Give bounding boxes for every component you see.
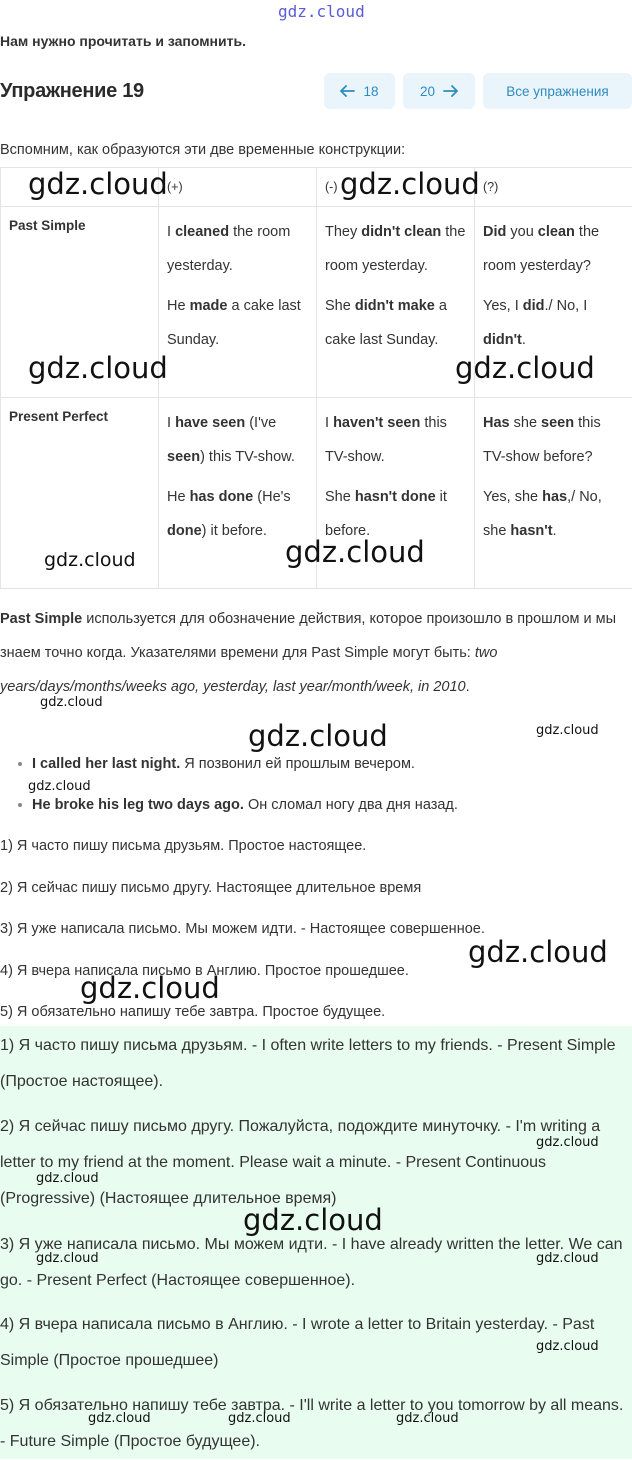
intro-text: Нам нужно прочитать и запомнить.	[0, 33, 246, 49]
cell-text: .	[553, 523, 557, 539]
cell-text: I	[167, 415, 175, 431]
example-english: I called her last night.	[32, 756, 180, 772]
row-label: Present Perfect	[1, 398, 159, 589]
recall-text: Вспомним, как образуются эти две временные конструкции:	[0, 142, 405, 158]
cell-text: you	[506, 224, 537, 240]
paragraph-term: Past Simple	[0, 611, 82, 627]
example-russian: Он сломал ногу два дня назад.	[244, 797, 458, 813]
watermark: gdz.cloud	[468, 935, 608, 969]
table-cell	[159, 207, 317, 398]
watermark-top: gdz.cloud	[278, 2, 365, 21]
cell-text: Yes, I	[483, 298, 523, 314]
cell-text: she	[510, 415, 541, 431]
watermark: gdz.cloud	[396, 1411, 459, 1426]
watermark: gdz.cloud	[536, 1339, 599, 1354]
table-cell	[475, 398, 632, 589]
watermark: gdz.cloud	[228, 1411, 291, 1426]
keyword: done	[167, 523, 202, 539]
cell-text: ./ No, I	[545, 298, 588, 314]
keyword: didn't	[483, 332, 522, 348]
cell-text: (I've	[245, 415, 276, 431]
past-simple-paragraph	[0, 602, 630, 704]
keyword: has	[542, 489, 567, 505]
table-cell	[317, 207, 475, 398]
paragraph-text: используется для обозначение действия, которое произошло в прошлом и мы знаем точно когда. Указателями времени для Past Simple могут быть:	[0, 611, 616, 661]
cell-text: I	[167, 224, 175, 240]
keyword: hasn't done	[355, 489, 436, 505]
cell-text: the room yesterday.	[325, 224, 465, 274]
watermark: gdz.cloud	[28, 167, 168, 201]
watermark: gdz.cloud	[340, 167, 480, 201]
watermark: gdz.cloud	[248, 719, 388, 753]
cell-text: He	[167, 489, 190, 505]
watermark: gdz.cloud	[28, 779, 91, 794]
cell-text: Yes, she	[483, 489, 542, 505]
keyword: did	[523, 298, 545, 314]
keyword: Has	[483, 415, 510, 431]
keyword: haven't seen	[333, 415, 420, 431]
cell-text: They	[325, 224, 361, 240]
cell-text: ,/ No, she	[483, 489, 602, 539]
cell-text: a cake last Sunday.	[325, 298, 447, 348]
cell-text: .	[522, 332, 526, 348]
list-item	[32, 748, 458, 789]
list-item	[32, 789, 458, 830]
cell-text: She	[325, 489, 355, 505]
task-item: 3) Я уже написала письмо. Мы можем идти. - Настоящее совершенное.	[0, 913, 485, 955]
watermark: gdz.cloud	[536, 723, 599, 738]
cell-text: this TV-show before?	[483, 415, 601, 465]
watermark: gdz.cloud	[44, 549, 136, 571]
table-header-cell: (+)	[159, 168, 317, 207]
keyword: didn't clean	[361, 224, 441, 240]
cell-text: He	[167, 298, 190, 314]
keyword: have seen	[175, 415, 245, 431]
cell-text: a cake last Sunday.	[167, 298, 301, 348]
watermark: gdz.cloud	[536, 1135, 599, 1150]
paragraph-end: .	[466, 679, 470, 695]
watermark: gdz.cloud	[285, 535, 425, 569]
answer-item: 4) Я вчера написала письмо в Англию. - I wrote a letter to Britain yesterday. - Past Simple (Простое прошедшее)	[0, 1307, 632, 1379]
keyword: made	[190, 298, 228, 314]
watermark: gdz.cloud	[536, 1251, 599, 1266]
keyword: cleaned	[175, 224, 229, 240]
answer-item: 2) Я сейчас пишу письмо другу. Пожалуйста, подождите минуточку. - I'm writing a letter to my friend at the moment. Please wait a minute. - Present Continuous (Progressive) (Настоящее длительное время)	[0, 1109, 632, 1217]
keyword: seen	[541, 415, 574, 431]
keyword: hasn't	[510, 523, 552, 539]
cell-text: ) this TV-show.	[200, 449, 295, 465]
table-header-cell: (?)	[475, 168, 632, 207]
watermark: gdz.cloud	[28, 351, 168, 385]
cell-text: the room yesterday.	[167, 224, 290, 274]
keyword: Did	[483, 224, 506, 240]
cell-text: She	[325, 298, 355, 314]
watermark: gdz.cloud	[40, 695, 103, 710]
time-markers: two years/days/months/weeks ago, yesterday, last year/month/week, in 2010	[0, 645, 497, 695]
all-exercises-label: Все упражнения	[506, 84, 608, 99]
answer-block	[0, 1026, 632, 1459]
cell-text: the room yesterday?	[483, 224, 599, 274]
watermark: gdz.cloud	[36, 1171, 99, 1186]
cell-text: it before.	[325, 489, 447, 539]
answer-item: 3) Я уже написала письмо. Мы можем идти. - I have already written the letter. We can go. - Present Perfect (Настоящее совершенное).	[0, 1227, 632, 1299]
arrow-left-icon	[340, 85, 355, 97]
task-item: 5) Я обязательно напишу тебе завтра. Простое будущее.	[0, 996, 485, 1038]
all-exercises-button[interactable]	[483, 73, 632, 109]
task-list	[0, 830, 485, 1038]
keyword: has done	[190, 489, 254, 505]
task-item: 4) Я вчера написала письмо в Англию. Простое прошедшее.	[0, 955, 485, 997]
prev-exercise-button[interactable]	[324, 73, 395, 109]
table-header-cell: (-)	[317, 168, 475, 207]
cell-text: I	[325, 415, 333, 431]
arrow-right-icon	[443, 85, 458, 97]
exercise-title: Упражнение 19	[0, 80, 144, 103]
keyword: didn't make	[355, 298, 435, 314]
answer-item: 1) Я часто пишу письма друзьям. - I often write letters to my friends. - Present Simple (Простое настоящее).	[0, 1028, 632, 1100]
watermark: gdz.cloud	[243, 1203, 383, 1237]
task-item: 2) Я сейчас пишу письмо другу. Настоящее длительное время	[0, 872, 485, 914]
task-item: 1) Я часто пишу письма друзьям. Простое настоящее.	[0, 830, 485, 872]
row-label: Past Simple	[1, 207, 159, 398]
keyword: seen	[167, 449, 200, 465]
cell-text: (He's	[253, 489, 290, 505]
watermark: gdz.cloud	[80, 971, 220, 1005]
next-exercise-label: 20	[420, 84, 435, 99]
prev-exercise-label: 18	[363, 84, 378, 99]
cell-text: this TV-show.	[325, 415, 447, 465]
example-english: He broke his leg two days ago.	[32, 797, 244, 813]
watermark: gdz.cloud	[88, 1411, 151, 1426]
watermark: gdz.cloud	[455, 351, 595, 385]
watermark: gdz.cloud	[36, 1251, 99, 1266]
example-russian: Я позвонил ей прошлым вечером.	[180, 756, 415, 772]
next-exercise-button[interactable]	[403, 73, 475, 109]
answer-item: 5) Я обязательно напишу тебе завтра. - I'll write a letter to you tomorrow by all means. - Future Simple (Простое будущее).	[0, 1388, 632, 1460]
cell-text: ) it before.	[202, 523, 267, 539]
keyword: clean	[538, 224, 575, 240]
